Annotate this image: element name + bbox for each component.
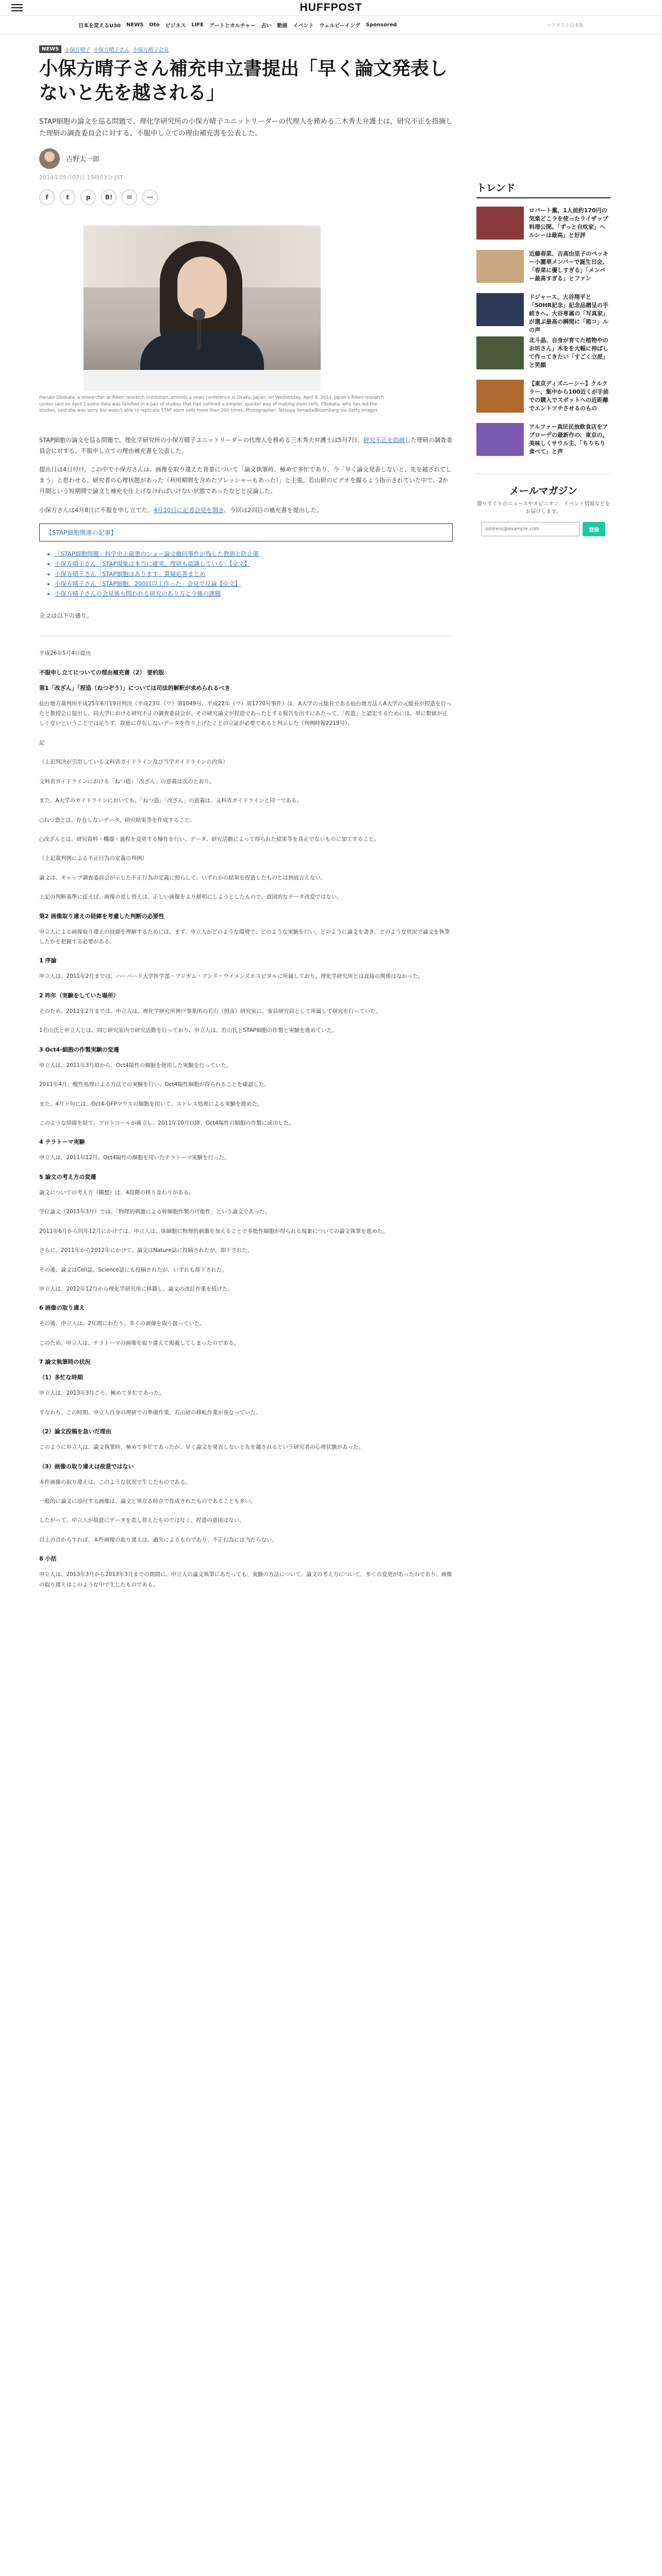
nav-edition[interactable]: ハフポスト日本版	[546, 23, 584, 28]
share-icon[interactable]: ⋯	[142, 190, 158, 205]
mail-icon[interactable]: ✉	[122, 190, 137, 205]
paragraph: このように申立人は、論文執筆時、極めて多忙であったが、早く論文を発表しないと先を越されるという研究者の心理状態があった。	[39, 1444, 364, 1451]
paragraph: このため、申立人は、テラトーマの画像を取り違えて掲載してしまったのである。	[39, 1340, 240, 1346]
trend-title[interactable]: ドジャース、大谷翔平と「50HR記念」記念品贈呈の手続きへ。大谷専属の「写真家」が選ぶ最高の瞬間に「箱コ」ルの声	[529, 294, 608, 333]
section-heading: 第1「改ざん」「捏造（ねつぞう）」については司法的解釈が求められるべき	[39, 684, 230, 691]
paragraph: STAP細胞の論文を巡る問題で、理化学研究所の小保方晴子ユニットリーダーの代理人を務める三木秀夫弁護士は5月7日、研究不正を指摘した理研の調査委員会に対する、不服申し立ての理由補充書を公表した。	[39, 436, 453, 454]
hamburger-icon[interactable]	[11, 4, 23, 11]
newsletter-title: メールマガジン	[509, 485, 578, 497]
article-title: 小保方晴子さん補充申立書提出「早く論文発表しないと先を越される」	[39, 58, 448, 104]
paragraph: 以上の点からすれば、本件画像の取り違えは、過失によるものであり、不正行為には当たらない。	[39, 1536, 277, 1543]
trend-title[interactable]: 北斗晶、自身が育てた植物やのお坊さん」木をを大幅に伸ばして作ってきたい「すごく立派」と笑顔	[529, 337, 608, 368]
tag-link[interactable]: 小保方晴子さん	[93, 47, 130, 53]
section-heading: 2 昨年（実験をしていた場所）	[39, 992, 119, 999]
paragraph: したがって、申立人が故意にデータを差し替えたものではなく、捏造の意図はない。	[39, 1517, 245, 1524]
trend-title[interactable]: 【東京ディズニーシー】クルクラー、集中から100近くが手前での購入でスポットへの近距離でエントツチさせるのもの	[529, 380, 609, 412]
article-photo	[84, 226, 321, 391]
nav-item[interactable]: 日本を変えるU30	[78, 23, 121, 29]
section-heading: （1）多忙な時期	[39, 1374, 83, 1381]
tag-link[interactable]: 小保方晴子会見	[133, 47, 169, 53]
paragraph: 2011年6月から同年12月にかけては、申立人は、体細胞に物理的刺激を加えることで多能性細胞が得られる現象についての論文執筆を進めた。	[39, 1228, 388, 1234]
inline-link[interactable]: 4月10日に記者会見を開き	[153, 506, 224, 514]
nav-item[interactable]: 動画	[277, 23, 288, 29]
author-block	[39, 148, 453, 169]
tag-link[interactable]: 小保方晴子	[64, 47, 91, 53]
inline-link[interactable]: 研究不正を指摘	[363, 436, 405, 444]
article-lead: STAP細胞の論文を巡る問題で、理化学研究所の小保方晴子ユニットリーダーの代理人を務める三木秀夫弁護士は、研究不正を指摘した理研の調査委員会に対する、不服申し立ての理由補充書を公表した。	[39, 117, 453, 138]
nav-item[interactable]: 占い	[261, 23, 272, 29]
paragraph: 申立人は、2011年2月までは、ハーバード大学医学部・ブリガム・アンド・ウイメンズホスピタルに所属しており、理化学研究所とは直接の関係はなかった。	[39, 973, 424, 980]
nav-item[interactable]: LIFE	[191, 22, 204, 28]
paragraph: ○ねつ造とは、存在しないデータ、研究結果等を作成すること。	[39, 817, 195, 823]
paragraph: 一般的に論文に添付する画像は、論文と異なる時点で作成されたものであることも多い。	[39, 1498, 256, 1504]
article-categories	[39, 45, 453, 53]
paragraph: 申立人は、2011年12月、Oct4陽性の細胞を用いたテラトーマ実験を行った。	[39, 1155, 230, 1161]
nav-item[interactable]: Oto	[149, 22, 160, 28]
newsletter-subtitle: 選りすぐりのニュースやオピニオン、イベント情報などをお届けします。	[476, 501, 610, 515]
trend-item[interactable]	[476, 423, 610, 458]
sidebar	[476, 180, 610, 536]
trend-item[interactable]	[476, 336, 610, 371]
paragraph: 論文は、キャップ調査委員会が示した不正行為の定義に照らして、いずれかの結果を捏造したものとは到底言えない。	[39, 874, 326, 881]
paragraph: その後、論文はCell誌、Science誌にも投稿されたが、いずれも却下された。	[39, 1266, 227, 1273]
site-logo[interactable]: HUFFPOST	[300, 2, 362, 13]
trend-thumbnail[interactable]	[476, 336, 524, 369]
paragraph: また、A大学のガイドラインにおいても、「ねつ造」「改ざん」の意義は、文科省ガイドラインと同一である。	[39, 798, 302, 804]
nav-item[interactable]: ウェルビーイング	[319, 23, 360, 29]
paragraph: 仙台地方裁判所平成25年6月19日判決（平成23年（ワ）第1049号、平成22年（ワ）第1770号事件）は、A大学の元総長である仙台地方法人A大学の元総長が捏造を行ったと教授会に提出し、同大学における研究不正の調査委員会が、その研究論文が捏造であったとする報告を出すにあたって、「捏造」と認定するためには、単に数値が正しくないということでは足りず、故意に存在しないデータを作り上げたことの立証が必要であると判示した（判例時報2219号）。	[39, 700, 452, 727]
nav-item[interactable]: イベント	[293, 23, 314, 29]
related-link[interactable]: • 小保方晴子さんの会見後も問われる研究のあり方と今後の課題	[55, 589, 453, 598]
paragraph: 本件画像の取り違えは、このような状況で生じたものである。	[39, 1479, 191, 1485]
paragraph: 論文についての考え方（構想）は、4段階の移り変わりがある。	[39, 1189, 194, 1196]
trend-item[interactable]	[476, 250, 610, 285]
trend-item[interactable]	[476, 293, 610, 333]
main-nav	[0, 15, 662, 35]
related-link[interactable]: • 小保方晴子さん「STAP細胞はあります」質疑応答まとめ	[55, 570, 453, 579]
section-heading: （2）論文投稿を急いだ理由	[39, 1428, 111, 1435]
paragraph: 小保方さんは4月8日に不服を申し立てた。4月10日に記者会見を開き、今回は2回目の補充書を提出した。	[39, 506, 323, 514]
section-heading: 4 テラトーマ実験	[39, 1139, 85, 1146]
paragraph: このような経緯を経て、プロトコールが確立し、2011年10月以降、Oct4陽性の細胞の作製に成功した。	[39, 1120, 294, 1127]
trend-thumbnail[interactable]	[476, 207, 524, 240]
pinterest-icon[interactable]: p	[80, 190, 96, 205]
paragraph: また、4月下旬には、Oct4-GFPマウスの細胞を用いて、ストレス処理による実験を進めた。	[39, 1100, 263, 1107]
nav-item[interactable]: アートとカルチャー	[209, 23, 256, 29]
trend-list	[476, 207, 610, 458]
section-heading: 3 Oct4-細胞の作製実験の変遷	[39, 1046, 119, 1053]
author-name[interactable]: 吉野太一郎	[66, 156, 100, 164]
bookmark-icon[interactable]: B!	[101, 190, 117, 205]
section-heading: （3）画像の取り違えは故意ではない	[39, 1463, 134, 1470]
section-heading: 7 論文執筆時の状況	[39, 1359, 91, 1366]
paragraph: 2011年4月、酸性処理による方法での実験を行い、Oct4陽性細胞が得られることを確認した。	[39, 1081, 270, 1088]
paragraph: 記	[39, 739, 45, 746]
trend-item[interactable]	[476, 380, 610, 415]
paragraph: 申立人は、2012年12月から理化学研究所に移籍し、論文の改訂作業を続けた。	[39, 1285, 234, 1292]
paragraph: 申立人は、2011年3月頃から、Oct4陽性の細胞を使用した実験を行っていた。	[39, 1062, 232, 1069]
article-body	[39, 435, 453, 621]
trend-thumbnail[interactable]	[476, 423, 524, 456]
section-heading: 第2 画像取り違えの経緯を考慮した判断の必要性	[39, 912, 164, 920]
paragraph: 全文は以下の通り。	[39, 612, 93, 620]
trend-thumbnail[interactable]	[476, 293, 524, 326]
document-text	[39, 649, 453, 1590]
nav-item[interactable]: NEWS	[126, 22, 144, 28]
related-link[interactable]: • 小保方晴子さん「STAP現象は本当に確実、理研も認識している」【全文】	[55, 560, 453, 568]
paragraph: 申立人は、2013年3月ごろ、極めて多忙であった。	[39, 1390, 165, 1397]
photo-caption: Haruko Obokata, a researcher at Riken research institution, attends a news conference in Osaka, Japan, on Wednesday, April 9, 2014. Japan's Riken research center said on April 1 some data was falsified in a pair of studies that had outlined a simpler, quicker way of making stem cells. Obokata, who has led the studies, said she was sorry but wasn't able to replicate STAP stem cells more than 200 times. Photographer: Tetsuya Yamada/Bloomberg via Getty Images	[39, 395, 384, 414]
trend-item[interactable]	[476, 207, 610, 242]
paragraph: そのため、2011年2月までは、申立人は、理化学研究所神戸事業所の若山（照彦）研究室に、客員研究員として所属して研究を行っていた。	[39, 1008, 381, 1014]
paragraph: ○改ざんとは、研究資料・機器・過程を変更する操作を行い、データ、研究活動によって得られた結果等を真正でないものに加工すること。	[39, 836, 379, 842]
paragraph: 申立人は、2013年3月から2013年3月までの期間に、申立人の論文執筆にあたっても、実験の方法について、論文の考え方について、多くの変更があったのであり、画像の取り違えはこのような中で生じたものである。	[39, 1571, 452, 1588]
paragraph: 提出日は4日付け。この中で小保方さんは、画像を取り違えた背景について「論文執筆時、極めて多忙であり、今「早く論文発表しないと、先を越されてしまう」と思わせる、研究者の心理状態があった（利用期間を含めたプレッシャーもあった）」と主張。若山研のビデオを撮るよう指示されていた中で、2か月間という短期間で論文と補充を仕上げなければいけない状態であったなどと反論した。	[39, 466, 452, 495]
facebook-icon[interactable]: f	[39, 190, 55, 205]
subscribe-button[interactable]: 登録	[583, 522, 605, 536]
paragraph: 平成26年5月4日提出	[39, 650, 91, 657]
related-title: 【STAP細胞関連の記事】	[39, 523, 453, 541]
paragraph: 1若山氏と申立人とは、同じ研究室内で研究活動を行っており、申立人は、若山氏とSTAP細胞の作製と実験を進めていた。	[39, 1027, 338, 1034]
section-heading: 不服申し立てについての理由補充書（2） 要約版	[39, 669, 164, 676]
paragraph: すなわち、この時期、申立人自身の理研での準備作業、若山研の移転作業が重なっていた。	[39, 1409, 261, 1416]
section-heading: 5 論文の考え方の変遷	[39, 1173, 96, 1180]
paragraph: （上記判決が引用している文科省ガイドライン及び当学ガイドラインの内容）	[39, 759, 228, 766]
trend-title[interactable]: ロバート薫、1人前約170円の気楽どこラを使ったライザップ料理公開。「ずっと自炊家」ヘルシーは最高」と好評	[529, 207, 608, 239]
nav-item[interactable]: Sponsored	[366, 22, 397, 28]
trend-heading: トレンド	[476, 180, 610, 198]
publish-date: 2014年05月07日 19時03分 JST	[39, 174, 123, 181]
paragraph: 申立人による画像取り違えの経緯を理解するためには、まず、申立人がどのような環境で、どのような実験を行い、どのように論文を書き、どのような状況で論文を執筆したかを把握する必要がある。	[39, 928, 450, 945]
share-buttons	[39, 190, 453, 205]
related-link[interactable]: • 「STAP細胞問題」科学史上最悪のショー論文撤回事件が残した教訓と防止策	[55, 550, 453, 558]
paragraph: その後、申立人は、2年間にわたり、多くの画像を取り扱っていた。	[39, 1320, 205, 1327]
category-badge[interactable]: NEWS	[39, 45, 61, 53]
twitter-icon[interactable]: t	[60, 190, 75, 205]
trend-thumbnail[interactable]	[476, 250, 524, 283]
trend-thumbnail[interactable]	[476, 380, 524, 413]
paragraph: （上記裁判例による不正行為の定義の判例）	[39, 855, 147, 862]
paragraph: 上記の判断基準に従えば、画像の差し替えは、正しい画像をより鮮明にしようとしたもので、意図的なデータ改変ではない。	[39, 894, 342, 901]
related-articles	[39, 523, 453, 598]
section-heading: 1 序論	[39, 957, 57, 964]
section-heading: 6 画像の取り違え	[39, 1304, 85, 1312]
top-bar	[0, 0, 662, 15]
section-heading: 8 小括	[39, 1555, 57, 1563]
newsletter	[476, 473, 610, 536]
paragraph: 文科省ガイドラインにおける「ねつ造」「改ざん」の意義は次のとおり。	[39, 778, 215, 785]
author-avatar[interactable]	[39, 148, 60, 169]
related-link[interactable]: • 小保方晴子さん「STAP細胞、200回以上作った」会見で反論【全文】	[55, 580, 453, 588]
email-input[interactable]	[482, 522, 580, 536]
paragraph: 学位論文（2011年3月）では、「物理的刺激による幹細胞作製の可能性」という論文であった。	[39, 1209, 271, 1215]
nav-item[interactable]: ビジネス	[165, 23, 186, 29]
trend-title[interactable]: アルファー真民民放飲食店をアプローデの最新作の、東京の。美味しくサウル主、「ちりちり食べて」と声	[529, 423, 608, 455]
paragraph: さらに、2011年から2012年にかけて、論文はNature誌に投稿されたが、却下された。	[39, 1247, 253, 1254]
article	[39, 45, 453, 1599]
newsletter-form	[476, 522, 610, 536]
trend-title[interactable]: 近藤春菜、吉高由里子のペッキー小麗華メンバーで誕生日会。「春菜に優しすぎる」「メンバー最高すぎる」とファン	[529, 250, 608, 282]
